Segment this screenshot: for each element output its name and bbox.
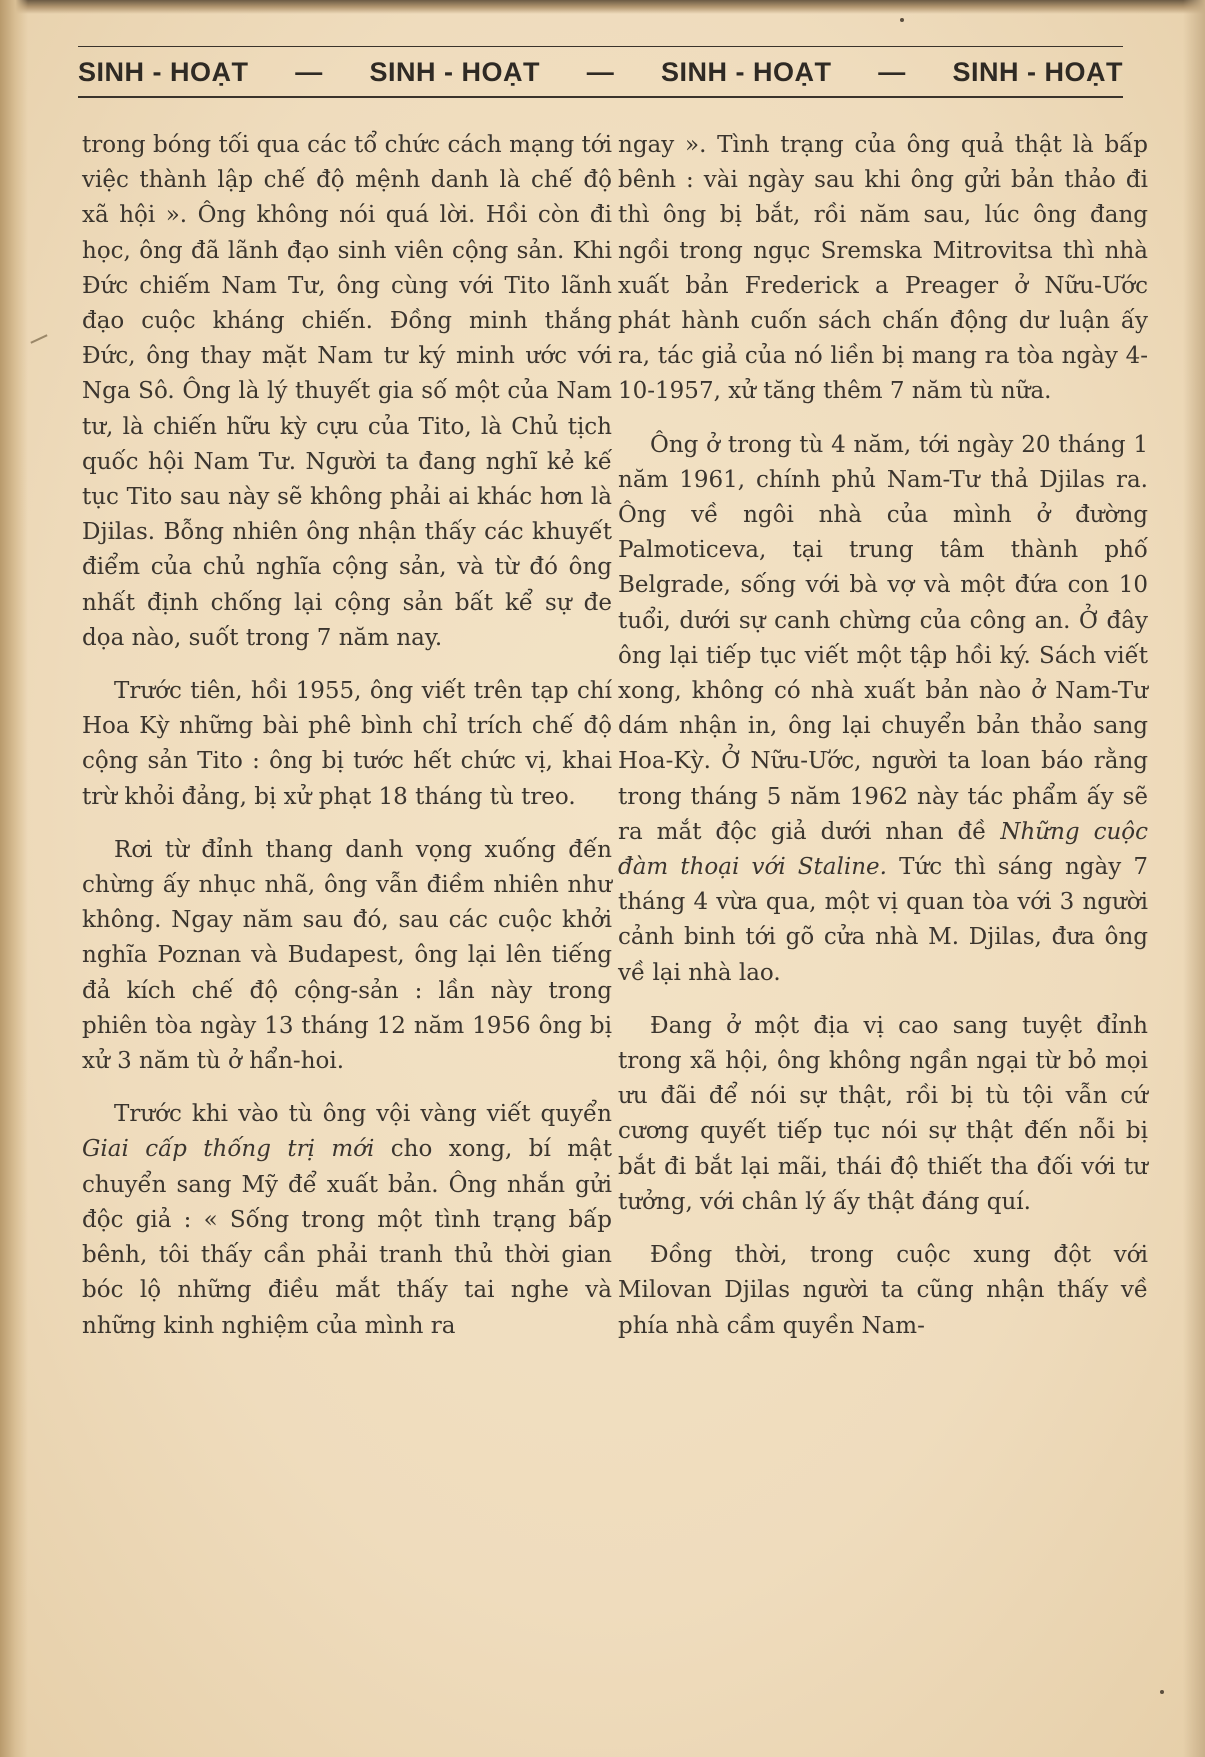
header-separator: — [586, 56, 615, 87]
right-column [618, 128, 1148, 1344]
header-rule-top [78, 46, 1123, 47]
ink-mark [30, 334, 47, 343]
paragraph-text: Tức thì sáng ngày 7 tháng 4 vừa qua, một vị quan tòa với 3 người cảnh binh tới gõ cửa nhà M. Djilas, đưa ông về lại nhà lao. [618, 854, 1148, 986]
left-column [82, 128, 612, 1344]
running-header [78, 52, 1123, 92]
paragraph-text: cho xong, bí mật chuyển sang Mỹ để xuất bản. Ông nhắn gửi độc giả : « Sống trong một tình trạng bấp bênh, tôi thấy cần phải tranh thủ thời gian bóc lộ những điều mắt thấy tai nghe và những kinh nghiệm của mình ra [82, 1136, 612, 1339]
header-item: SINH - HOẠT [78, 56, 249, 87]
header-separator: — [878, 56, 906, 87]
ink-speck [900, 18, 904, 22]
ink-speck [1160, 1690, 1164, 1694]
header-item: SINH - HOẠT [952, 56, 1123, 87]
paragraph: Rơi từ đỉnh thang danh vọng xuống đến chừng ấy nhục nhã, ông vẫn điềm nhiên như không. Ngay năm sau đó, sau các cuộc khởi nghĩa Poznan và Budapest, ông lại lên tiếng đả kích chế độ cộng-sản : lần này trong phiên tòa ngày 13 tháng 12 năm 1956 ông bị xử 3 năm tù ở hẩn-hoi. [82, 836, 612, 1075]
paragraph [82, 1097, 612, 1343]
book-title: Giai cấp thống trị mới [82, 1136, 375, 1163]
header-separator: — [295, 56, 323, 87]
page-top-edge [0, 0, 1205, 14]
book-title: Những cuộc đàm thoại với Staline. [618, 818, 1148, 881]
page-left-edge [0, 0, 28, 1757]
paragraph-text: Ông ở trong tù 4 năm, tới ngày 20 tháng 1 năm 1961, chính phủ Nam-Tư thả Djilas ra. Ông về ngôi nhà của mình ở đường Palmoticeva, tại trung tâm thành phố Belgrade, sống với bà vợ và một đứa con 10 tuổi, dưới sự canh chừng của công an. Ở đây ông lại tiếp tục viết một tập hồi ký. Sách viết xong, không có nhà xuất bản nào ở Nam-Tư dám nhận in, ông lại chuyển bản thảo sang Hoa-Kỳ. Ở Nữu-Ước, người ta loan báo rằng trong tháng 5 năm 1962 này tác phẩm ấy sẽ ra mắt độc giả dưới nhan đề [618, 431, 1148, 845]
header-rule-bottom [78, 96, 1123, 98]
paragraph: Đang ở một địa vị cao sang tuyệt đỉnh trong xã hội, ông không ngần ngại từ bỏ mọi ưu đãi để nói sự thật, rồi bị tù tội vẫn cứ cương quyết tiếp tục nói sự thật đến nỗi bị bắt đi bắt lại mãi, thái độ thiết tha đối với tư tưởng, với chân lý ấy thật đáng quí. [618, 1012, 1148, 1215]
paragraph: trong bóng tối qua các tổ chức cách mạng tới việc thành lập chế độ mệnh danh là chế độ xã hội ». Ông không nói quá lời. Hồi còn đi học, ông đã lãnh đạo sinh viên cộng sản. Khi Đức chiếm Nam Tư, ông cùng với Tito lãnh đạo cuộc kháng chiến. Đồng minh thắng Đức, ông thay mặt Nam tư ký minh ước với Nga Sô. Ông là lý thuyết gia số một của Nam tư, là chiến hữu kỳ cựu của Tito, là Chủ tịch quốc hội Nam Tư. Người ta đang nghĩ kẻ kế tục Tito sau này sẽ không phải ai khác hơn là Djilas. Bỗng nhiên ông nhận thấy các khuyết điểm của chủ nghĩa cộng sản, và từ đó ông nhất định chống lại cộng sản bất kể sự đe dọa nào, suốt trong 7 năm nay. [82, 132, 612, 651]
paragraph: Trước tiên, hồi 1955, ông viết trên tạp chí Hoa Kỳ những bài phê bình chỉ trích chế độ cộng sản Tito : ông bị tước hết chức vị, khai trừ khỏi đảng, bị xử phạt 18 tháng tù treo. [82, 678, 612, 810]
paragraph-text: Trước khi vào tù ông vội vàng viết quyển [114, 1101, 612, 1128]
paragraph [618, 428, 1148, 991]
paragraph: ngay ». Tình trạng của ông quả thật là bấp bênh : vài ngày sau khi ông gửi bản thảo đi thì ông bị bắt, rồi năm sau, lúc ông đang ngồi trong ngục Sremska Mitrovitsa thì nhà xuất bản Frederick a Preager ở Nữu-Ước phát hành cuốn sách chấn động dư luận ấy ra, tác giả của nó liền bị mang ra tòa ngày 4-10-1957, xử tăng thêm 7 năm tù nữa. [618, 132, 1148, 405]
paragraph: Đồng thời, trong cuộc xung đột với Milovan Djilas người ta cũng nhận thấy về phía nhà cầm quyền Nam- [618, 1242, 1148, 1339]
header-item: SINH - HOẠT [661, 56, 832, 87]
header-item: SINH - HOẠT [369, 56, 540, 87]
page-right-edge [1183, 0, 1205, 1757]
